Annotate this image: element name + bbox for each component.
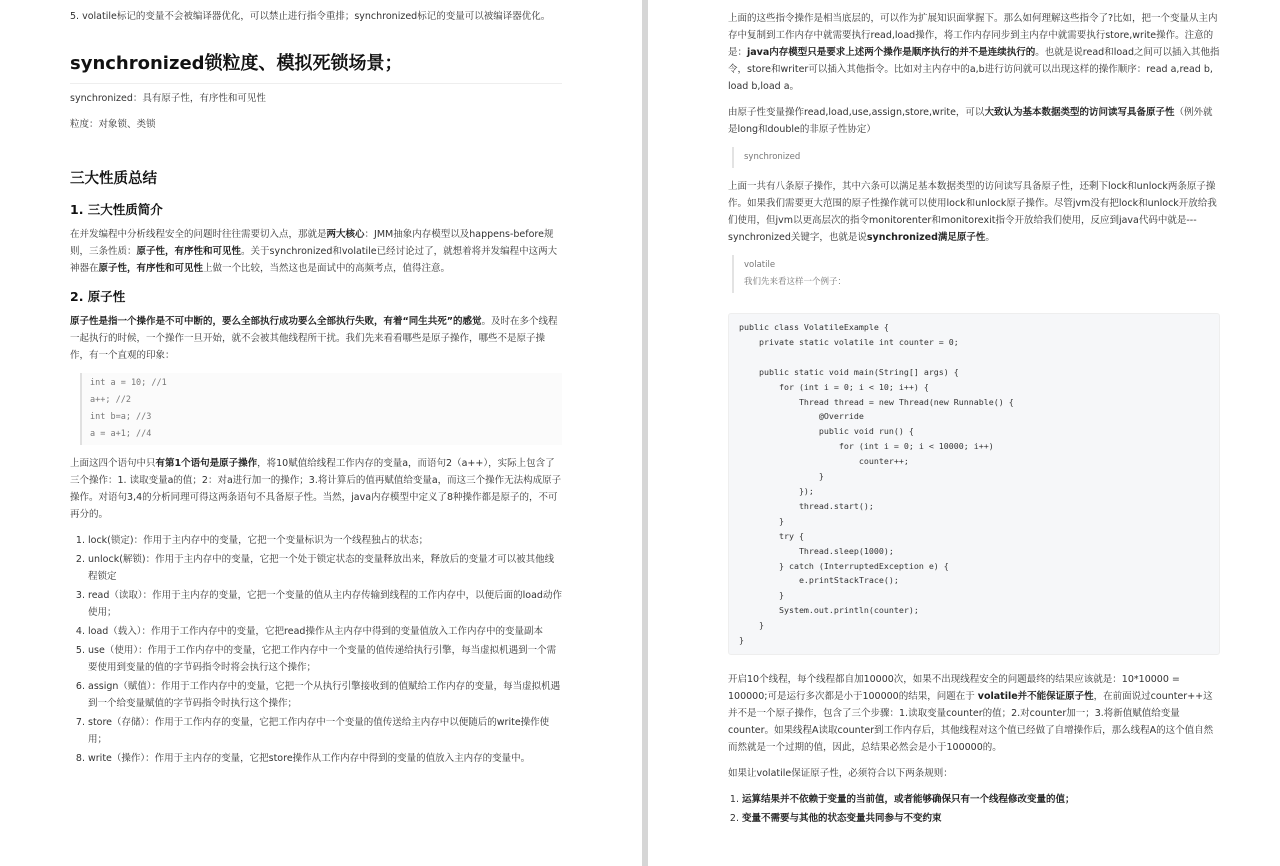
subsection-heading: 1. 三大性质简介 — [70, 202, 163, 217]
paragraph: 由原子性变量操作read,load,use,assign,store,write，可以大致认为基本数据类型的访问读写具备原子性（例外就是long和double的非原子性协定） — [728, 107, 1213, 135]
quote-line: synchronized — [744, 152, 801, 162]
list-item: 8. write（操作）：作用于主内存的变量，它把store操作从工作内存中得到的变量的值放入主内存的变量中。 — [88, 750, 562, 767]
list-item: 5. use（使用）：作用于工作内存中的变量，它把工作内存中一个变量的值传递给执行引擎，每当虚拟机遇到一个需要使用到变量的值的字节码指令时将会执行这个操作； — [88, 642, 562, 676]
list-item: 6. assign（赋值）：作用于工作内存中的变量，它把一个从执行引擎接收到的值赋给工作内存的变量，每当虚拟机遇到一个给变量赋值的字节码指令时执行这个操作； — [88, 678, 562, 712]
list-item: 1. 运算结果并不依赖于变量的当前值，或者能够确保只有一个线程修改变量的值； — [742, 791, 1220, 808]
list-item: 4. load（载入）：作用于工作内存中的变量，它把read操作从主内存中得到的变量值放入工作内存中的变量副本 — [88, 623, 562, 640]
code-line: int b=a; //3 — [90, 412, 152, 422]
subsection-heading: 2. 原子性 — [70, 289, 126, 304]
atomicity-paragraph: 原子性是指一个操作是不可中断的，要么全部执行成功要么全部执行失败，有着“同生共死”的感觉。及时在多个线程一起执行的时候，一个操作一旦开始，就不会被其他线程所干扰。我们先来看看哪些是原子操作，哪些不是原子操作，有一个直观的印象： — [70, 316, 558, 361]
code-line: a++; //2 — [90, 395, 131, 405]
paragraph: synchronized：具有原子性，有序性和可见性 — [70, 93, 266, 104]
list-item: 7. store（存储）：作用于工作内存的变量，它把工作内存中一个变量的值传送给主内存中以便随后的write操作使用； — [88, 714, 562, 748]
paragraph: 上面这四个语句中只有第1个语句是原子操作，将10赋值给线程工作内存的变量a，而语句2（a++），实际上包含了三个操作：1. 读取变量a的值；2：对a进行加一的操作；3.将计算后的值再赋值给变量a，而这三个操作无法构成原子操作。对语句3,4的分析同理可得这两条语句不具备原子性。当然，java内存模型中定义了8种操作都是原子的，不可再分的。 — [70, 458, 562, 520]
quote-line: 我们先来看这样一个例子： — [744, 277, 847, 287]
right-page — [648, 0, 1280, 866]
list-item: 2. 变量不需要与其他的状态变量共同参与不变约束 — [742, 810, 1220, 827]
paragraph: 如果让volatile保证原子性，必须符合以下两条规则： — [728, 767, 953, 779]
quote-line: volatile — [744, 260, 776, 270]
list-item: 5. volatile标记的变量不会被编译器优化，可以禁止进行指令重排；synchronized标记的变量可以被编译器优化。 — [70, 11, 551, 22]
code-snippet — [80, 373, 562, 445]
code-text: public class VolatileExample { private static volatile int counter = 0; public static void main(String[] args) { for (int i = 0; i < 10; i++) { Thread thread = new Thread(new Runnable() { @Override public void run() { for (int i = 0; i < 10000; i++) counter++; } }); thread.start(); } try { Thread.sleep(1000); } catch (InterruptedException e) { e.printStackTrace(); } System.out.println(counter); } } — [739, 322, 1014, 646]
list-item: 1. lock(锁定)：作用于主内存中的变量，它把一个变量标识为一个线程独占的状态； — [88, 532, 562, 549]
code-line: int a = 10; //1 — [90, 378, 167, 388]
blockquote — [732, 147, 1220, 168]
paragraph: 粒度：对象锁、类锁 — [70, 119, 156, 130]
top-list — [70, 8, 562, 25]
intro-paragraph: 在并发编程中分析线程安全的问题时往往需要切入点，那就是两大核心：JMM抽象内存模型以及happens-before规则，三条性质：原子性，有序性和可见性。关于synchronized和volatile已经讨论过了，就想着将并发编程中这两大神器在原子性，有序性和可见性上做一个比较，当然这也是面试中的高频考点，值得注意。 — [70, 229, 558, 274]
section-heading: 三大性质总结 — [70, 171, 157, 187]
code-line: a = a+1; //4 — [90, 429, 152, 439]
blockquote — [732, 255, 1220, 293]
list-item: 2. unlock(解锁)：作用于主内存中的变量，它把一个处于锁定状态的变量释放出来，释放后的变量才可以被其他线程锁定 — [88, 551, 562, 585]
rules-list — [728, 791, 1220, 827]
paragraph: 上面的这些指令操作是相当底层的，可以作为扩展知识面掌握下。那么如何理解这些指令了?比如，把一个变量从主内存中复制到工作内存中就需要执行read,load操作，将工作内存同步到主内存中就需要执行store,write操作。注意的是：java内存模型只是要求上述两个操作是顺序执行的并不是连续执行的。也就是说read和load之间可以插入其他指令，store和writer可以插入其他指令。比如对主内存中的a,b进行访问就可以出现这样的操作顺序：read a,read b, load b,load a。 — [728, 13, 1220, 92]
code-block — [728, 313, 1220, 655]
list-item: 3. read（读取）：作用于主内存的变量，它把一个变量的值从主内存传输到线程的工作内存中，以便后面的load动作使用； — [88, 587, 562, 621]
section-heading: synchronized锁粒度、模拟死锁场景； — [70, 49, 562, 84]
paragraph: 开启10个线程，每个线程都自加10000次，如果不出现线程安全的问题最终的结果应该就是：10*10000 = 100000;可是运行多次都是小于100000的结果，问题在于 volatile并不能保证原子性，在前面说过counter++这并不是一个原子操作，包含了三个步骤：1.读取变量counter的值；2.对counter加一；3.将新值赋值给变量counter。如果线程A读取counter到工作内存后，其他线程对这个值已经做了自增操作后，那么线程A的这个值自然而然就是一个过期的值，因此，总结果必然会是小于100000的。 — [728, 673, 1214, 753]
paragraph: 上面一共有八条原子操作，其中六条可以满足基本数据类型的访问读写具备原子性，还剩下lock和unlock两条原子操作。如果我们需要更大范围的原子性操作就可以使用lock和unlock原子操作。尽管jvm没有把lock和unlock开放给我们使用，但jvm以更高层次的指令monitorenter和monitorexit指令开放给我们使用，反应到java代码中就是---synchronized关键字，也就是说synchronized满足原子性。 — [728, 181, 1217, 243]
operations-list — [70, 532, 562, 767]
